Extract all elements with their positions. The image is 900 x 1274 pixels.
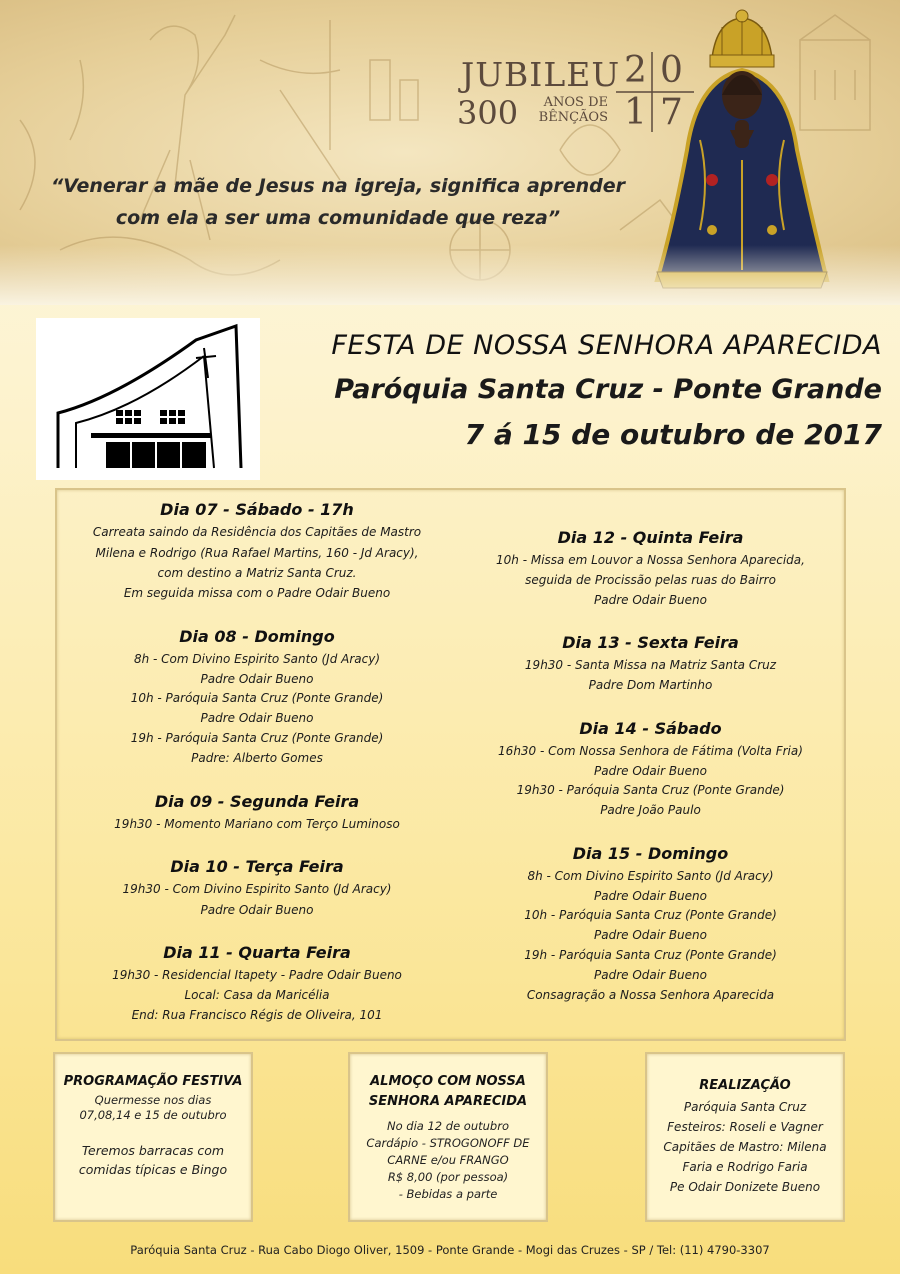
box-title: PROGRAMAÇÃO FESTIVA [63,1074,243,1089]
schedule-line: Consagração a Nossa Senhora Aparecida [526,988,775,1002]
schedule-line: Padre Dom Martinho [588,678,713,692]
box-title: REALIZAÇÃO [699,1078,791,1093]
schedule-line: Padre Odair Bueno [200,711,314,725]
footer-address: Paróquia Santa Cruz - Rua Cabo Diogo Oliver, 1509 - Ponte Grande - Mogi das Cruzes - SP / Tel: (11) 4790-3307 [130,1243,770,1257]
box-line: 07,08,14 e 15 de outubro [79,1108,227,1122]
schedule-line: Padre Odair Bueno [593,928,707,942]
day-heading: Dia 08 - Domingo [179,627,335,646]
church-icon [36,318,260,480]
box-line: Teremos barracas com [81,1143,225,1158]
box-title: ALMOÇO COM NOSSA [370,1074,526,1089]
box-title: SENHORA APARECIDA [368,1094,528,1109]
festa-dates: 7 á 15 de outubro de 2017 [464,418,882,451]
box-line: Festeiros: Roseli e Vagner [667,1120,823,1134]
schedule-line: Padre João Paulo [600,803,701,817]
year-digit: 1 [624,92,647,133]
schedule-line: 19h - Paróquia Santa Cruz (Ponte Grande) [524,948,777,962]
box-line: - Bebidas a parte [398,1187,498,1201]
schedule-line: 8h - Com Divino Espirito Santo (Jd Aracy) [527,869,774,883]
banner-fade [0,245,900,305]
box-line: Quermesse nos dias [94,1093,212,1107]
schedule-line: Padre Odair Bueno [593,968,707,982]
schedule-line: Carreata saindo da Residência dos Capitães de Mastro [92,525,422,539]
schedule-line: End: Rua Francisco Régis de Oliveira, 101 [131,1008,383,1022]
almoco-box [348,1052,548,1222]
year-digit: 7 [660,92,683,133]
schedule-line: Padre Odair Bueno [593,889,707,903]
schedule-line: 19h - Paróquia Santa Cruz (Ponte Grande) [130,731,384,745]
box-line: CARNE e/ou FRANGO [387,1153,509,1167]
jubilee-subtitle [524,95,608,125]
box-line: R$ 8,00 (por pessoa) [387,1170,509,1184]
jubilee-subtitle-line: BÊNÇÃOS [538,110,608,125]
schedule-line: Padre Odair Bueno [200,903,314,917]
year-digit: 2 [624,50,647,91]
schedule-line: 19h30 - Com Divino Espirito Santo (Jd Aracy) [122,882,392,896]
box-line: comidas típicas e Bingo [78,1162,228,1177]
schedule-box [55,488,846,1041]
schedule-line: 19h30 - Residencial Itapety - Padre Odair Bueno [112,968,402,982]
schedule-line: seguida de Procissão pelas ruas do Bairro [525,573,776,587]
jubilee-banner [0,0,900,305]
banner-quote [38,170,638,234]
schedule-line: Padre Odair Bueno [593,593,707,607]
box-line: Faria e Rodrigo Faria [682,1160,808,1174]
day-heading: Dia 11 - Quarta Feira [163,943,351,962]
festa-title: FESTA DE NOSSA SENHORA APARECIDA [331,330,882,361]
jubilee-years: 300 [457,94,519,132]
schedule-line: 19h30 - Santa Missa na Matriz Santa Cruz [524,658,777,672]
schedule-line: 8h - Com Divino Espirito Santo (Jd Aracy) [133,652,381,666]
jubilee-subtitle-line: ANOS DE [543,95,608,110]
quote-line: “Venerar a mãe de Jesus na igreja, significa aprender [50,175,626,197]
box-line: No dia 12 de outubro [387,1119,509,1133]
quote-line: com ela a ser uma comunidade que reza” [115,207,561,229]
box-line: Cardápio - STROGONOFF DE [366,1136,530,1150]
box-line: Capitães de Mastro: Milena [663,1140,827,1154]
schedule-line: 16h30 - Com Nossa Senhora de Fátima (Volta Fria) [498,744,803,758]
day-heading: Dia 07 - Sábado - 17h [160,500,354,519]
day-heading: Dia 10 - Terça Feira [170,857,344,876]
schedule-line: Em seguida missa com o Padre Odair Bueno [123,586,391,600]
schedule-line: Padre Odair Bueno [200,672,314,686]
schedule-line: 10h - Paróquia Santa Cruz (Ponte Grande) [524,908,777,922]
schedule-line: 19h30 - Paróquia Santa Cruz (Ponte Grande) [516,783,785,797]
schedule-line: Padre Odair Bueno [593,764,707,778]
day-heading: Dia 15 - Domingo [572,844,729,863]
jubilee-title: JUBILEU [461,55,621,94]
festa-parish: Paróquia Santa Cruz - Ponte Grande [334,374,882,405]
realizacao-box [645,1052,845,1222]
day-heading: Dia 13 - Sexta Feira [562,633,739,652]
schedule-line: 19h30 - Momento Mariano com Terço Luminoso [114,817,400,831]
day-heading: Dia 12 - Quinta Feira [557,528,744,547]
year-digit: 0 [660,50,683,91]
schedule-line: 10h - Paróquia Santa Cruz (Ponte Grande) [130,691,384,705]
schedule-line: com destino a Matriz Santa Cruz. [157,566,357,580]
box-line: Pe Odair Donizete Bueno [669,1180,821,1194]
day-heading: Dia 09 - Segunda Feira [154,792,360,811]
church-logo [36,318,260,480]
day-heading: Dia 14 - Sábado [579,719,722,738]
schedule-line: 10h - Missa em Louvor a Nossa Senhora Aparecida, [496,553,805,567]
schedule-line: Padre: Alberto Gomes [191,751,323,765]
schedule-line: Local: Casa da Maricélia [184,988,330,1002]
schedule-line: Milena e Rodrigo (Rua Rafael Martins, 160 - Jd Aracy), [95,546,419,560]
box-line: Paróquia Santa Cruz [683,1100,807,1114]
programacao-box [53,1052,253,1222]
